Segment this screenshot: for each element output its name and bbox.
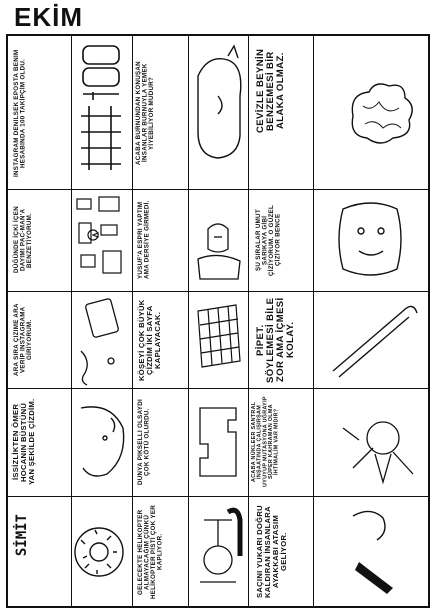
simit-label: SİMİT xyxy=(14,514,30,557)
panel-caption: KÖŞEYİ ÇOK BÜYÜK ÇİZDİM İKİ SAYFA KAPLAYACAK. xyxy=(137,299,162,381)
panel-r4c2 xyxy=(71,388,132,496)
shoe-hair-drawing xyxy=(313,496,430,608)
yusuf-drawing xyxy=(188,189,248,291)
panel-r5c6 xyxy=(313,496,430,608)
panel-r2c3 xyxy=(132,189,188,291)
simit-ring-drawing xyxy=(71,496,132,608)
panel-r1c3 xyxy=(132,36,188,189)
panel-r5c2 xyxy=(71,496,132,608)
panel-r3c2 xyxy=(71,291,132,388)
panel-caption: SAÇINI YUKARI DOĞRU KALDIRAN İNSANLARA AYAKKABI ATASIM GELİYOR. xyxy=(255,505,288,599)
panel-caption: ACABA BURNUNDAN KONUŞAN İNSANLAR BURNUYLA YEMEK YİYEBİLİYOR MUDUR? xyxy=(135,61,155,165)
panel-r2c5 xyxy=(248,189,313,291)
panel-caption: YUSUF'A ESPRİ YAPTIM AMA DERSİYE GİRMEDİ. xyxy=(137,200,151,280)
panel-caption: INSTAGRAM DENİLSEK EPOSTA BENİM HESABINDA 100 TAKİPÇİM OLDU. xyxy=(13,49,27,177)
panel-caption: İSSİZLİKTEN ÖMER HOCANIN BÜSTÜNÜ YAN ŞEKİLDE ÇİZDİM. xyxy=(11,398,36,486)
tiles-corner-drawing xyxy=(188,291,248,388)
hashtag-100-drawing xyxy=(71,36,132,189)
panel-caption: ACABA NÜKLEER SANTRAL İNŞAATINDA ÇALIŞIRSAM UYUYUP MUTASYONA UĞRAYIP SÜPER KAHRAMAN OLMA İHTİMALİM VAR MIDIR? xyxy=(251,396,280,488)
panel-r2c4 xyxy=(188,189,248,291)
panel-r2c6 xyxy=(313,189,430,291)
panel-r3c1 xyxy=(8,291,71,388)
panel-caption: DÜNYA PİKSELLİ OLSAYDI ÇOK KÖTÜ OLURDU. xyxy=(137,398,151,486)
panel-r1c2 xyxy=(71,36,132,189)
panel-caption: ŞU SIRALAR UMUT SARIKAYA GİBİ ÇİZİYORUM. O GÜZEL ÇİZİYOR BENCE xyxy=(255,204,282,276)
sketchy-face-drawing xyxy=(313,189,430,291)
panel-r4c4 xyxy=(188,388,248,496)
pacman-maze-drawing xyxy=(71,189,132,291)
panel-r5c4 xyxy=(188,496,248,608)
pixel-world-drawing xyxy=(188,388,248,496)
panel-caption: PİPET. SÖYLEMESİ BİLE ZOR AMA İÇMESİ KOLAY. xyxy=(255,297,296,383)
walnut-drawing xyxy=(313,36,430,189)
panel-r4c1 xyxy=(8,388,71,496)
panel-r4c5 xyxy=(248,388,313,496)
panel-caption: CEVİZLE BEYNİN BENZEMESİ BİR ALAKA OLMAZ. xyxy=(255,48,286,134)
panel-r5c5 xyxy=(248,496,313,608)
straw-drawing xyxy=(313,291,430,388)
panel-r1c6 xyxy=(313,36,430,189)
panel-caption: ARA SIRA ÇİZİME ARA VERİP INSTAGRAMA GİRİYORUM. xyxy=(13,303,33,377)
bust-profile-drawing xyxy=(71,388,132,496)
nose-face-drawing xyxy=(188,36,248,189)
panel-r4c3 xyxy=(132,388,188,496)
panel-r5c3 xyxy=(132,496,188,608)
panel-r3c3 xyxy=(132,291,188,388)
panel-r1c4 xyxy=(188,36,248,189)
page-title: EKİM xyxy=(14,2,83,32)
panel-r4c6 xyxy=(313,388,430,496)
panel-caption: DÜĞÜNDE İÇKİ İÇEN DAYIMI PAC-MAN'A BENZETİYORUM. xyxy=(13,206,33,274)
panel-r3c6 xyxy=(313,291,430,388)
superhero-drawing xyxy=(313,388,430,496)
helicopter-drawing xyxy=(188,496,248,608)
panel-r3c5 xyxy=(248,291,313,388)
panel-r5c1 xyxy=(8,496,71,608)
phone-chain-drawing xyxy=(71,291,132,388)
comic-grid xyxy=(6,34,430,608)
panel-r2c2 xyxy=(71,189,132,291)
panel-r1c1 xyxy=(8,36,71,189)
panel-r1c5 xyxy=(248,36,313,189)
panel-r2c1 xyxy=(8,189,71,291)
panel-r3c4 xyxy=(188,291,248,388)
panel-caption: GELECEKTE HELİKOPTER ALMAYACAĞIM ÇÜNKÜ HELİKOPTER PİSTİ ÇOK YER KAPLIYOR. xyxy=(137,504,164,600)
